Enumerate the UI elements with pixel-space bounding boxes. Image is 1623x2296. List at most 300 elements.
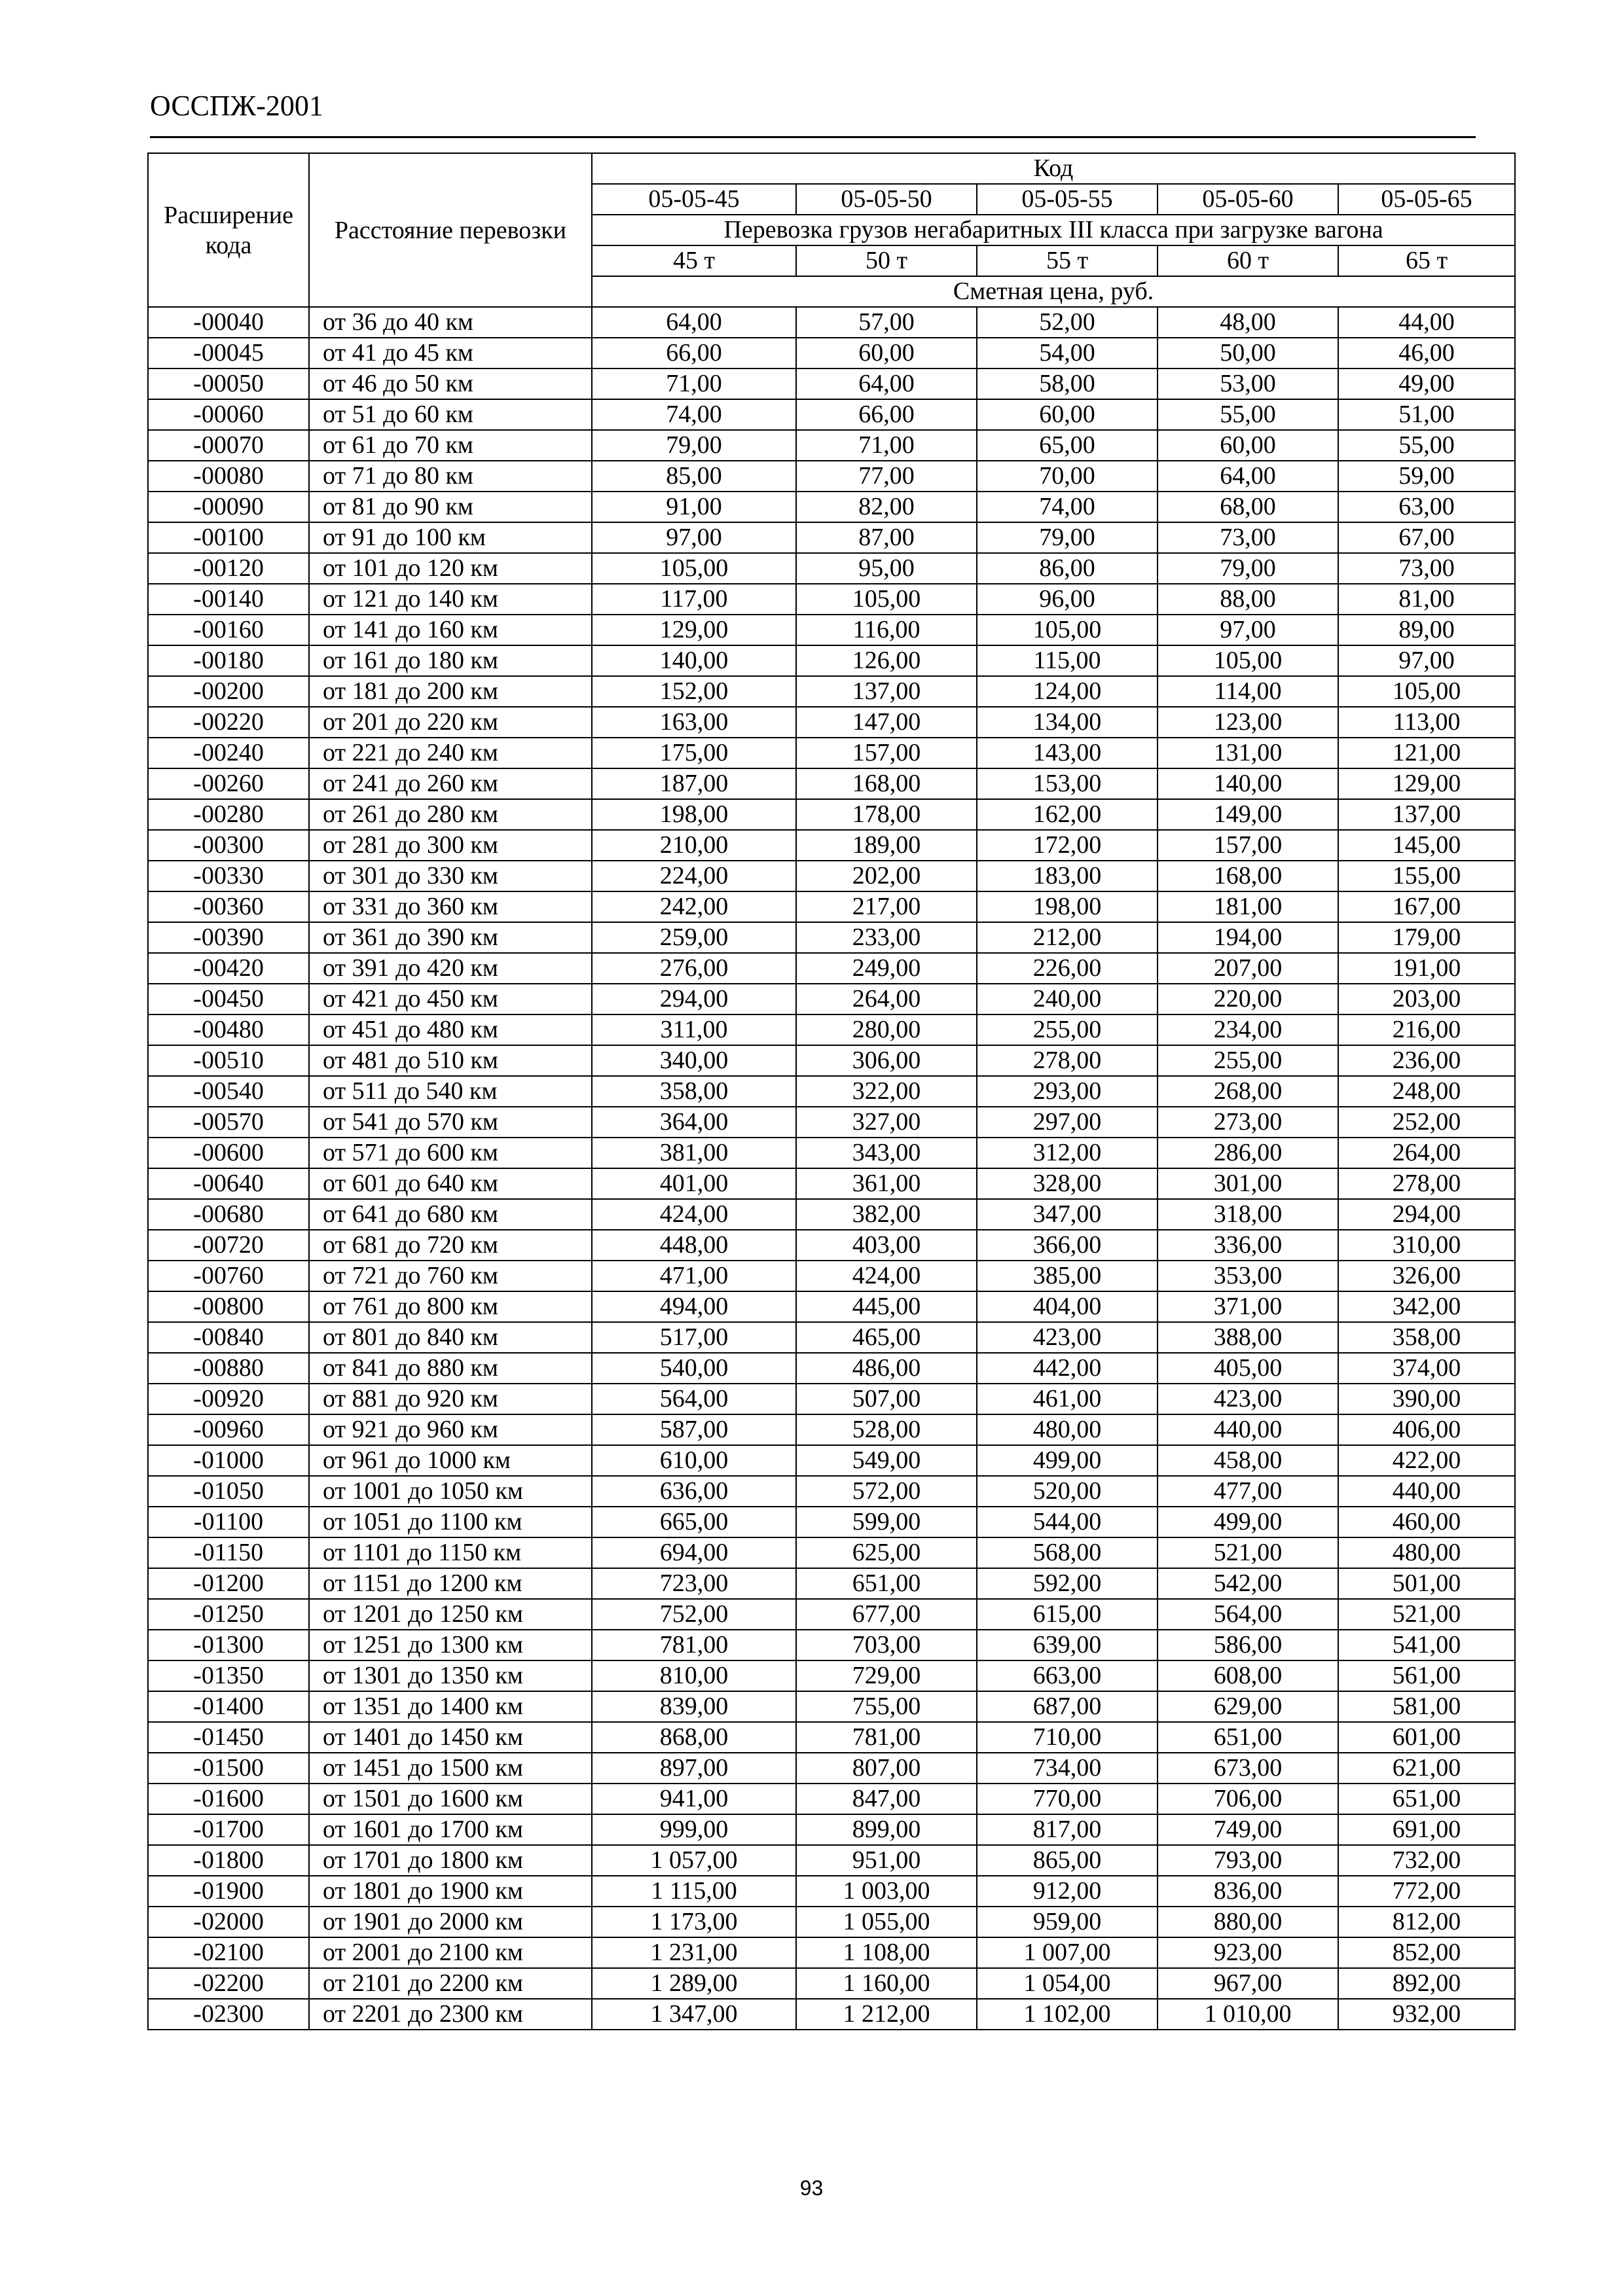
extension-cell: -00800 [148,1291,309,1322]
table-row [148,1322,1515,1353]
price-cell: 477,00 [1158,1476,1338,1507]
price-cell: 663,00 [977,1660,1158,1691]
price-cell: 812,00 [1338,1907,1515,1937]
distance-cell: от 1001 до 1050 км [309,1476,592,1507]
distance-cell: от 511 до 540 км [309,1076,592,1107]
price-cell: 155,00 [1338,861,1515,891]
price-cell: 60,00 [796,338,977,368]
price-cell: 336,00 [1158,1230,1338,1261]
price-cell: 86,00 [977,553,1158,584]
table-row [148,953,1515,984]
price-cell: 234,00 [1158,1014,1338,1045]
extension-cell: -00480 [148,1014,309,1045]
price-cell: 897,00 [592,1753,796,1784]
distance-cell: от 1701 до 1800 км [309,1845,592,1876]
extension-cell: -01150 [148,1537,309,1568]
table-row [148,615,1515,645]
table-row [148,553,1515,584]
price-cell: 264,00 [1338,1138,1515,1168]
table-row [148,1445,1515,1476]
distance-cell: от 421 до 450 км [309,984,592,1014]
extension-cell: -02300 [148,1999,309,2030]
price-cell: 501,00 [1338,1568,1515,1599]
price-cell: 364,00 [592,1107,796,1138]
extension-cell: -01300 [148,1630,309,1660]
price-cell: 592,00 [977,1568,1158,1599]
price-cell: 691,00 [1338,1814,1515,1845]
distance-cell: от 1201 до 1250 км [309,1599,592,1630]
price-cell: 361,00 [796,1168,977,1199]
price-cell: 143,00 [977,738,1158,768]
extension-cell: -01100 [148,1507,309,1537]
price-cell: 191,00 [1338,953,1515,984]
price-cell: 507,00 [796,1384,977,1414]
table-row [148,1814,1515,1845]
price-cell: 242,00 [592,891,796,922]
price-cell: 273,00 [1158,1107,1338,1138]
price-cell: 586,00 [1158,1630,1338,1660]
price-cell: 541,00 [1338,1630,1515,1660]
table-row [148,1230,1515,1261]
table-row [148,1753,1515,1784]
extension-cell: -01000 [148,1445,309,1476]
price-cell: 1 212,00 [796,1999,977,2030]
price-cell: 114,00 [1158,676,1338,707]
extension-cell: -00050 [148,368,309,399]
price-cell: 89,00 [1338,615,1515,645]
price-cell: 517,00 [592,1322,796,1353]
price-cell: 328,00 [977,1168,1158,1199]
price-cell: 129,00 [592,615,796,645]
price-cell: 121,00 [1338,738,1515,768]
distance-cell: от 681 до 720 км [309,1230,592,1261]
price-cell: 71,00 [592,368,796,399]
table-row [148,1537,1515,1568]
extension-cell: -00140 [148,584,309,615]
price-cell: 460,00 [1338,1507,1515,1537]
price-cell: 252,00 [1338,1107,1515,1138]
price-cell: 140,00 [592,645,796,676]
price-cell: 1 003,00 [796,1876,977,1907]
price-cell: 770,00 [977,1784,1158,1814]
price-cell: 268,00 [1158,1076,1338,1107]
code-cell: 05-05-55 [977,184,1158,215]
price-cell: 137,00 [796,676,977,707]
price-cell: 255,00 [1158,1045,1338,1076]
distance-cell: от 1351 до 1400 км [309,1691,592,1722]
price-cell: 639,00 [977,1630,1158,1660]
distance-cell: от 921 до 960 км [309,1414,592,1445]
price-cell: 486,00 [796,1353,977,1384]
price-cell: 381,00 [592,1138,796,1168]
price-cell: 81,00 [1338,584,1515,615]
distance-cell: от 1051 до 1100 км [309,1507,592,1537]
price-cell: 732,00 [1338,1845,1515,1876]
price-cell: 311,00 [592,1014,796,1045]
price-cell: 521,00 [1158,1537,1338,1568]
price-cell: 294,00 [1338,1199,1515,1230]
table-row [148,368,1515,399]
price-cell: 1 173,00 [592,1907,796,1937]
price-cell: 212,00 [977,922,1158,953]
price-cell: 1 010,00 [1158,1999,1338,2030]
price-cell: 63,00 [1338,492,1515,522]
price-cell: 189,00 [796,830,977,861]
price-cell: 390,00 [1338,1384,1515,1414]
price-cell: 601,00 [1338,1722,1515,1753]
price-cell: 865,00 [977,1845,1158,1876]
page-number: 93 [799,2176,824,2200]
distance-cell: от 761 до 800 км [309,1291,592,1322]
distance-cell: от 1801 до 1900 км [309,1876,592,1907]
price-cell: 899,00 [796,1814,977,1845]
distance-cell: от 221 до 240 км [309,738,592,768]
price-cell: 755,00 [796,1691,977,1722]
price-cell: 236,00 [1338,1045,1515,1076]
distance-cell: от 451 до 480 км [309,1014,592,1045]
price-cell: 297,00 [977,1107,1158,1138]
price-cell: 183,00 [977,861,1158,891]
distance-cell: от 1901 до 2000 км [309,1907,592,1937]
distance-cell: от 1401 до 1450 км [309,1722,592,1753]
distance-cell: от 1451 до 1500 км [309,1753,592,1784]
price-cell: 347,00 [977,1199,1158,1230]
price-cell: 358,00 [592,1076,796,1107]
price-cell: 568,00 [977,1537,1158,1568]
price-cell: 50,00 [1158,338,1338,368]
price-cell: 59,00 [1338,461,1515,492]
distance-cell: от 301 до 330 км [309,861,592,891]
code-cell: 05-05-60 [1158,184,1338,215]
extension-cell: -01500 [148,1753,309,1784]
price-cell: 55,00 [1338,430,1515,461]
price-cell: 772,00 [1338,1876,1515,1907]
distance-cell: от 1601 до 1700 км [309,1814,592,1845]
load-cell: 55 т [977,245,1158,276]
price-cell: 134,00 [977,707,1158,738]
distance-cell: от 51 до 60 км [309,399,592,430]
code-cell: 05-05-50 [796,184,977,215]
price-cell: 264,00 [796,984,977,1014]
price-cell: 145,00 [1338,830,1515,861]
price-cell: 448,00 [592,1230,796,1261]
table-row [148,584,1515,615]
extension-cell: -00360 [148,891,309,922]
table-row [148,1199,1515,1230]
price-cell: 723,00 [592,1568,796,1599]
price-cell: 113,00 [1338,707,1515,738]
price-cell: 480,00 [977,1414,1158,1445]
price-cell: 1 054,00 [977,1968,1158,1999]
price-cell: 67,00 [1338,522,1515,553]
price-cell: 105,00 [592,553,796,584]
price-cell: 1 231,00 [592,1937,796,1968]
extension-cell: -00330 [148,861,309,891]
price-cell: 198,00 [592,799,796,830]
table-row [148,1507,1515,1537]
load-cell: 60 т [1158,245,1338,276]
price-cell: 665,00 [592,1507,796,1537]
price-cell: 353,00 [1158,1261,1338,1291]
price-cell: 46,00 [1338,338,1515,368]
extension-cell: -00090 [148,492,309,522]
distance-cell: от 571 до 600 км [309,1138,592,1168]
price-cell: 923,00 [1158,1937,1338,1968]
distance-cell: от 161 до 180 км [309,645,592,676]
table-row [148,1014,1515,1045]
price-cell: 687,00 [977,1691,1158,1722]
price-cell: 423,00 [977,1322,1158,1353]
price-cell: 163,00 [592,707,796,738]
price-cell: 203,00 [1338,984,1515,1014]
distance-cell: от 261 до 280 км [309,799,592,830]
distance-cell: от 91 до 100 км [309,522,592,553]
price-cell: 445,00 [796,1291,977,1322]
table-row [148,522,1515,553]
table-row [148,738,1515,768]
document-header: ОССПЖ-2001 [150,90,323,122]
price-cell: 175,00 [592,738,796,768]
distance-cell: от 1151 до 1200 км [309,1568,592,1599]
extension-cell: -00260 [148,768,309,799]
price-cell: 374,00 [1338,1353,1515,1384]
price-cell: 87,00 [796,522,977,553]
price-cell: 839,00 [592,1691,796,1722]
table-row [148,984,1515,1014]
price-cell: 880,00 [1158,1907,1338,1937]
price-cell: 1 055,00 [796,1907,977,1937]
distance-cell: от 61 до 70 км [309,430,592,461]
price-cell: 58,00 [977,368,1158,399]
price-cell: 97,00 [1158,615,1338,645]
distance-cell: от 81 до 90 км [309,492,592,522]
price-cell: 401,00 [592,1168,796,1199]
price-cell: 73,00 [1338,553,1515,584]
price-cell: 465,00 [796,1322,977,1353]
extension-cell: -00120 [148,553,309,584]
price-cell: 96,00 [977,584,1158,615]
price-cell: 544,00 [977,1507,1158,1537]
price-cell: 549,00 [796,1445,977,1476]
extension-cell: -02200 [148,1968,309,1999]
distance-cell: от 121 до 140 км [309,584,592,615]
extension-cell: -00300 [148,830,309,861]
price-cell: 168,00 [1158,861,1338,891]
price-cell: 424,00 [592,1199,796,1230]
price-cell: 129,00 [1338,768,1515,799]
table-row [148,1476,1515,1507]
price-cell: 71,00 [796,430,977,461]
distance-cell: от 281 до 300 км [309,830,592,861]
price-cell: 123,00 [1158,707,1338,738]
price-cell: 64,00 [796,368,977,399]
price-cell: 194,00 [1158,922,1338,953]
price-cell: 520,00 [977,1476,1158,1507]
extension-cell: -00540 [148,1076,309,1107]
price-cell: 494,00 [592,1291,796,1322]
price-cell: 651,00 [796,1568,977,1599]
price-cell: 781,00 [796,1722,977,1753]
extension-cell: -00600 [148,1138,309,1168]
price-cell: 1 347,00 [592,1999,796,2030]
distance-cell: от 141 до 160 км [309,615,592,645]
extension-cell: -00045 [148,338,309,368]
price-cell: 1 289,00 [592,1968,796,1999]
extension-cell: -00640 [148,1168,309,1199]
price-cell: 610,00 [592,1445,796,1476]
price-cell: 117,00 [592,584,796,615]
price-cell: 179,00 [1338,922,1515,953]
price-cell: 286,00 [1158,1138,1338,1168]
price-cell: 499,00 [1158,1507,1338,1537]
extension-cell: -00100 [148,522,309,553]
price-cell: 1 108,00 [796,1937,977,1968]
price-cell: 178,00 [796,799,977,830]
distance-cell: от 2001 до 2100 км [309,1937,592,1968]
distance-cell: от 721 до 760 км [309,1261,592,1291]
price-cell: 97,00 [592,522,796,553]
table-row [148,430,1515,461]
table-row [148,676,1515,707]
price-cell: 625,00 [796,1537,977,1568]
price-cell: 999,00 [592,1814,796,1845]
price-cell: 64,00 [592,307,796,338]
extension-cell: -01200 [148,1568,309,1599]
extension-cell: -01050 [148,1476,309,1507]
price-cell: 912,00 [977,1876,1158,1907]
table-body [148,307,1515,2030]
price-cell: 793,00 [1158,1845,1338,1876]
table-row [148,1076,1515,1107]
extension-cell: -02000 [148,1907,309,1937]
price-cell: 636,00 [592,1476,796,1507]
price-cell: 217,00 [796,891,977,922]
price-cell: 932,00 [1338,1999,1515,2030]
price-cell: 521,00 [1338,1599,1515,1630]
price-cell: 781,00 [592,1630,796,1660]
price-cell: 66,00 [796,399,977,430]
extension-cell: -00200 [148,676,309,707]
price-cell: 342,00 [1338,1291,1515,1322]
code-cell: 05-05-45 [592,184,796,215]
table-row [148,307,1515,338]
price-cell: 318,00 [1158,1199,1338,1230]
table-row [148,1291,1515,1322]
price-cell: 248,00 [1338,1076,1515,1107]
price-cell: 202,00 [796,861,977,891]
price-cell: 836,00 [1158,1876,1338,1907]
table-row [148,922,1515,953]
price-cell: 371,00 [1158,1291,1338,1322]
table-row [148,1876,1515,1907]
extension-cell: -00680 [148,1199,309,1230]
price-cell: 162,00 [977,799,1158,830]
price-cell: 458,00 [1158,1445,1338,1476]
table-row [148,1107,1515,1138]
price-cell: 752,00 [592,1599,796,1630]
price-cell: 847,00 [796,1784,977,1814]
table-row [148,1722,1515,1753]
price-cell: 74,00 [592,399,796,430]
price-cell: 480,00 [1338,1537,1515,1568]
price-cell: 540,00 [592,1353,796,1384]
price-cell: 216,00 [1338,1014,1515,1045]
table-row [148,1138,1515,1168]
price-cell: 294,00 [592,984,796,1014]
table-row [148,399,1515,430]
table-row [148,768,1515,799]
price-cell: 1 160,00 [796,1968,977,1999]
distance-cell: от 101 до 120 км [309,553,592,584]
price-cell: 1 115,00 [592,1876,796,1907]
price-cell: 542,00 [1158,1568,1338,1599]
distance-cell: от 541 до 570 км [309,1107,592,1138]
price-cell: 807,00 [796,1753,977,1784]
price-cell: 306,00 [796,1045,977,1076]
price-cell: 105,00 [1158,645,1338,676]
price-cell: 301,00 [1158,1168,1338,1199]
table-row [148,1353,1515,1384]
distance-cell: от 36 до 40 км [309,307,592,338]
price-cell: 249,00 [796,953,977,984]
price-cell: 95,00 [796,553,977,584]
price-cell: 79,00 [1158,553,1338,584]
extension-cell: -02100 [148,1937,309,1968]
price-cell: 967,00 [1158,1968,1338,1999]
table-row [148,861,1515,891]
distance-cell: от 801 до 840 км [309,1322,592,1353]
extension-cell: -01700 [148,1814,309,1845]
extension-cell: -00510 [148,1045,309,1076]
price-cell: 210,00 [592,830,796,861]
price-cell: 710,00 [977,1722,1158,1753]
price-cell: 226,00 [977,953,1158,984]
distance-cell: от 1501 до 1600 км [309,1784,592,1814]
price-cell: 198,00 [977,891,1158,922]
distance-cell: от 601 до 640 км [309,1168,592,1199]
price-cell: 749,00 [1158,1814,1338,1845]
price-cell: 140,00 [1158,768,1338,799]
extension-cell: -01400 [148,1691,309,1722]
extension-cell: -00420 [148,953,309,984]
table-row [148,461,1515,492]
price-cell: 440,00 [1338,1476,1515,1507]
distance-cell: от 391 до 420 км [309,953,592,984]
distance-cell: от 2101 до 2200 км [309,1968,592,1999]
price-cell: 60,00 [977,399,1158,430]
extension-cell: -01250 [148,1599,309,1630]
price-cell: 74,00 [977,492,1158,522]
price-cell: 403,00 [796,1230,977,1261]
price-cell: 572,00 [796,1476,977,1507]
price-cell: 44,00 [1338,307,1515,338]
price-cell: 852,00 [1338,1937,1515,1968]
price-cell: 327,00 [796,1107,977,1138]
price-cell: 55,00 [1158,399,1338,430]
extension-cell: -00080 [148,461,309,492]
price-cell: 105,00 [1338,676,1515,707]
price-cell: 167,00 [1338,891,1515,922]
distance-cell: от 71 до 80 км [309,461,592,492]
price-cell: 385,00 [977,1261,1158,1291]
price-cell: 278,00 [977,1045,1158,1076]
extension-cell: -00880 [148,1353,309,1384]
header-rule [150,136,1476,138]
price-cell: 405,00 [1158,1353,1338,1384]
price-cell: 892,00 [1338,1968,1515,1999]
table-row [148,1691,1515,1722]
price-cell: 326,00 [1338,1261,1515,1291]
